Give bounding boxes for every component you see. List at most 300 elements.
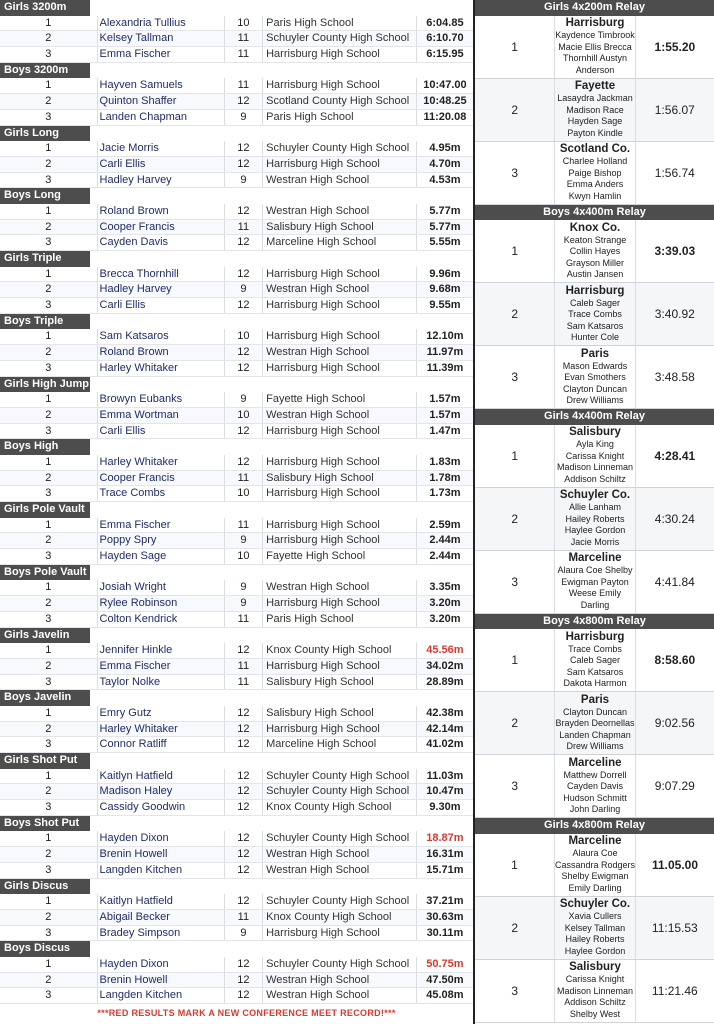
result-row xyxy=(0,894,473,910)
mark: 34.02m xyxy=(416,659,473,674)
event-title: Boys Triple Jump xyxy=(0,314,90,330)
grade: 12 xyxy=(224,141,262,156)
team-member: Matthew Dorrell xyxy=(563,769,627,780)
result-row xyxy=(0,110,473,126)
mark: 11.39m xyxy=(416,361,473,376)
school: Paris High School xyxy=(262,612,416,627)
team-member: Drew Williams xyxy=(566,741,624,752)
place: 2 xyxy=(45,848,52,861)
place: 3 xyxy=(45,989,52,1002)
team-member: Grayson Miller xyxy=(565,257,624,268)
mark: 3.35m xyxy=(416,580,473,595)
school: Knox County High School xyxy=(262,910,416,925)
place: 2 xyxy=(45,283,52,296)
relay-title: Girls 4x800m Relay xyxy=(475,818,714,834)
grade: 11 xyxy=(224,78,262,93)
relay-row xyxy=(475,142,714,205)
team-name: Schuyler Co. xyxy=(559,898,631,911)
relay-team xyxy=(554,488,635,550)
team-member: Charlee Holland xyxy=(562,156,628,167)
event-results xyxy=(0,831,473,878)
place: 2 xyxy=(45,95,52,108)
team-name: Salisbury xyxy=(569,961,621,974)
school: Westran High School xyxy=(262,408,416,423)
athlete-name: Quinton Shaffer xyxy=(97,94,224,109)
school: Salisbury High School xyxy=(262,471,416,486)
grade: 12 xyxy=(224,94,262,109)
team-member: Kaydence Timbrook xyxy=(555,30,635,41)
grade: 12 xyxy=(224,769,262,784)
relay-time: 1:55.20 xyxy=(654,39,696,54)
result-row xyxy=(0,361,473,377)
athlete-name: Rylee Robinson xyxy=(97,596,224,611)
grade: 12 xyxy=(224,784,262,799)
school: Schuyler County High School xyxy=(262,31,416,46)
team-member: Landen Chapman xyxy=(559,729,631,740)
event-results xyxy=(0,706,473,753)
relay-results xyxy=(475,220,714,409)
grade: 12 xyxy=(224,800,262,815)
event-results xyxy=(0,455,473,502)
team-member: Caleb Sager xyxy=(569,655,621,666)
grade: 12 xyxy=(224,863,262,878)
relay-team xyxy=(554,629,635,691)
place: 2 xyxy=(45,220,52,233)
team-member: Caleb Sager xyxy=(569,297,621,308)
athlete-name: Hayven Samuels xyxy=(97,78,224,93)
team-member: Ewigman Payton xyxy=(561,576,629,587)
team-member: Clayton Duncan xyxy=(562,706,628,717)
result-row xyxy=(0,957,473,973)
result-row xyxy=(0,141,473,157)
place: 1 xyxy=(45,644,52,657)
mark: 6:15.95 xyxy=(416,47,473,62)
event-results xyxy=(0,769,473,816)
athlete-name: Hadley Harvey xyxy=(97,173,224,188)
place: 3 xyxy=(45,926,52,939)
school: Westran High School xyxy=(262,204,416,219)
school: Scotland County High School xyxy=(262,94,416,109)
relay-team xyxy=(554,79,635,141)
grade: 12 xyxy=(224,973,262,988)
athlete-name: Emma Fischer xyxy=(97,659,224,674)
mark: 30.11m xyxy=(416,926,473,941)
result-row xyxy=(0,926,473,942)
event-results xyxy=(0,329,473,376)
event-title: Girls Discus xyxy=(0,879,90,895)
mark: 5.55m xyxy=(416,235,473,250)
place: 2 xyxy=(45,32,52,45)
grade: 9 xyxy=(224,580,262,595)
team-member: Lasaydra Jackman xyxy=(557,93,633,104)
grade: 10 xyxy=(224,329,262,344)
place: 1 xyxy=(45,769,52,782)
grade: 12 xyxy=(224,235,262,250)
result-row xyxy=(0,298,473,314)
event-title: Boys 3200m Run xyxy=(0,63,90,79)
school: Marceline High School xyxy=(262,737,416,752)
result-row xyxy=(0,580,473,596)
athlete-name: Poppy Spry xyxy=(97,533,224,548)
place: 1 xyxy=(45,393,52,406)
team-member: Kelsey Tallman xyxy=(564,922,626,933)
athlete-name: Cassidy Goodwin xyxy=(97,800,224,815)
relay-place: 1 xyxy=(511,448,518,463)
team-member: Hailey Roberts xyxy=(565,513,625,524)
result-row xyxy=(0,988,473,1004)
athlete-name: Carli Ellis xyxy=(97,424,224,439)
result-row xyxy=(0,392,473,408)
athlete-name: Harley Whitaker xyxy=(97,361,224,376)
mark: 6:04.85 xyxy=(416,16,473,31)
relay-team xyxy=(554,142,635,204)
event-results xyxy=(0,267,473,314)
athlete-name: Alexandria Tullius xyxy=(97,16,224,31)
team-name: Marceline xyxy=(568,835,622,848)
mark: 37.21m xyxy=(416,894,473,909)
athlete-name: Cooper Francis xyxy=(97,471,224,486)
school: Fayette High School xyxy=(262,549,416,564)
result-row xyxy=(0,769,473,785)
grade: 11 xyxy=(224,659,262,674)
grade: 9 xyxy=(224,282,262,297)
place: 3 xyxy=(45,299,52,312)
relay-place: 3 xyxy=(511,370,518,385)
result-row xyxy=(0,235,473,251)
grade: 11 xyxy=(224,910,262,925)
relay-row xyxy=(475,425,714,488)
event-title: Girls Triple Jump xyxy=(0,251,90,267)
place: 2 xyxy=(45,659,52,672)
athlete-name: Abigail Becker xyxy=(97,910,224,925)
result-row xyxy=(0,800,473,816)
relay-time: 3:40.92 xyxy=(654,307,695,322)
team-name: Marceline xyxy=(568,756,622,769)
athlete-name: Colton Kendrick xyxy=(97,612,224,627)
team-member: Sam Katsaros xyxy=(566,666,624,677)
athlete-name: Jacie Morris xyxy=(97,141,224,156)
place: 2 xyxy=(45,973,52,986)
relay-place: 2 xyxy=(511,307,518,322)
mark: 16.31m xyxy=(416,847,473,862)
team-member: Hayden Sage xyxy=(567,116,623,127)
event-title: Boys High Jump xyxy=(0,439,90,455)
relay-row xyxy=(475,834,714,897)
event-section xyxy=(0,690,473,753)
school: Harrisburg High School xyxy=(262,518,416,533)
result-row xyxy=(0,16,473,32)
place: 3 xyxy=(45,863,52,876)
team-member: Kwyn Hamlin xyxy=(568,190,622,201)
grade: 11 xyxy=(224,47,262,62)
relay-time: 1:56.07 xyxy=(654,102,695,117)
team-member: Emma Anders xyxy=(566,179,624,190)
place: 3 xyxy=(45,550,52,563)
grade: 12 xyxy=(224,737,262,752)
school: Knox County High School xyxy=(262,643,416,658)
team-member: Trace Combs xyxy=(568,643,622,654)
team-name: Schuyler Co. xyxy=(559,489,631,502)
athlete-name: Josiah Wright xyxy=(97,580,224,595)
grade: 12 xyxy=(224,424,262,439)
place: 1 xyxy=(45,16,52,29)
result-row xyxy=(0,157,473,173)
grade: 12 xyxy=(224,361,262,376)
mark: 3.20m xyxy=(416,596,473,611)
mark: 3.20m xyxy=(416,612,473,627)
school: Harrisburg High School xyxy=(262,926,416,941)
grade: 9 xyxy=(224,110,262,125)
team-member: Austin Jansen xyxy=(566,269,624,280)
result-row xyxy=(0,659,473,675)
athlete-name: Langden Kitchen xyxy=(97,863,224,878)
grade: 9 xyxy=(224,596,262,611)
team-member: Weese Emily xyxy=(568,588,622,599)
result-row xyxy=(0,973,473,989)
relay-place: 3 xyxy=(511,779,518,794)
result-row xyxy=(0,612,473,628)
grade: 10 xyxy=(224,486,262,501)
athlete-name: Trace Combs xyxy=(97,486,224,501)
result-row xyxy=(0,47,473,63)
relay-team xyxy=(554,425,635,487)
team-member: Payton Kindle xyxy=(567,127,623,138)
athlete-name: Hayden Sage xyxy=(97,549,224,564)
relay-row xyxy=(475,79,714,142)
athlete-name: Cooper Francis xyxy=(97,220,224,235)
athlete-name: Taylor Nolke xyxy=(97,675,224,690)
relay-time: 4:41.84 xyxy=(654,574,695,589)
event-section xyxy=(0,879,473,942)
school: Schuyler County High School xyxy=(262,957,416,972)
team-member: Hailey Roberts xyxy=(565,934,625,945)
team-member: Addison Schiltz xyxy=(564,473,626,484)
team-member: Madison Linneman xyxy=(556,985,634,996)
event-title: Boys Long Jump xyxy=(0,188,90,204)
result-row xyxy=(0,282,473,298)
grade: 12 xyxy=(224,267,262,282)
place: 2 xyxy=(45,910,52,923)
grade: 12 xyxy=(224,298,262,313)
athlete-name: Brecca Thornhill xyxy=(97,267,224,282)
grade: 12 xyxy=(224,894,262,909)
place: 2 xyxy=(45,722,52,735)
event-section xyxy=(0,753,473,816)
record-note: ***RED RESULTS MARK A NEW CONFERENCE MEET RECORD!*** xyxy=(97,1008,396,1018)
team-member: Jacie Morris xyxy=(570,536,620,547)
athlete-name: Kaitlyn Hatfield xyxy=(97,894,224,909)
grade: 12 xyxy=(224,706,262,721)
athlete-name: Roland Brown xyxy=(97,345,224,360)
event-title: Girls Shot Put xyxy=(0,753,90,769)
team-member: Keaton Strange xyxy=(563,234,627,245)
relay-time: 11:21.46 xyxy=(651,983,698,998)
mark: 41.02m xyxy=(416,737,473,752)
athlete-name: Hadley Harvey xyxy=(97,282,224,297)
relay-place: 3 xyxy=(511,983,518,998)
athlete-name: Hayden Dixon xyxy=(97,957,224,972)
result-row xyxy=(0,863,473,879)
event-section xyxy=(0,188,473,251)
school: Paris High School xyxy=(262,16,416,31)
school: Salisbury High School xyxy=(262,220,416,235)
mark: 4.70m xyxy=(416,157,473,172)
mark: 9.30m xyxy=(416,800,473,815)
event-results xyxy=(0,141,473,188)
mark: 2.44m xyxy=(416,549,473,564)
team-name: Scotland Co. xyxy=(559,143,631,156)
school: Harrisburg High School xyxy=(262,722,416,737)
result-row xyxy=(0,549,473,565)
result-row xyxy=(0,408,473,424)
mark: 47.50m xyxy=(416,973,473,988)
school: Knox County High School xyxy=(262,800,416,815)
place: 1 xyxy=(45,142,52,155)
place: 1 xyxy=(45,895,52,908)
relay-team xyxy=(554,755,635,817)
relay-title: Boys 4x800m Relay xyxy=(475,614,714,630)
relay-team xyxy=(554,897,635,959)
mark: 11:20.08 xyxy=(416,110,473,125)
school: Westran High School xyxy=(262,173,416,188)
mark: 10:47.00 xyxy=(416,78,473,93)
athlete-name: Carli Ellis xyxy=(97,157,224,172)
school: Salisbury High School xyxy=(262,706,416,721)
grade: 11 xyxy=(224,612,262,627)
event-results xyxy=(0,957,473,1004)
athlete-name: Emma Fischer xyxy=(97,518,224,533)
mark: 9.68m xyxy=(416,282,473,297)
team-member: Addison Schiltz xyxy=(564,997,626,1008)
result-row xyxy=(0,471,473,487)
result-row xyxy=(0,78,473,94)
relay-time: 11:15.53 xyxy=(651,920,698,935)
school: Paris High School xyxy=(262,110,416,125)
relay-time: 3:48.58 xyxy=(654,370,695,385)
place: 3 xyxy=(45,801,52,814)
grade: 12 xyxy=(224,722,262,737)
team-name: Fayette xyxy=(574,80,616,93)
relay-team xyxy=(554,16,636,78)
relay-team xyxy=(554,283,635,345)
event-section xyxy=(0,63,473,126)
relay-row xyxy=(475,346,714,409)
school: Harrisburg High School xyxy=(262,486,416,501)
relay-row xyxy=(475,960,714,1023)
team-member: Collin Hayes xyxy=(569,246,621,257)
result-row xyxy=(0,847,473,863)
school: Harrisburg High School xyxy=(262,329,416,344)
relay-place: 1 xyxy=(511,39,518,54)
athlete-name: Browyn Eubanks xyxy=(97,392,224,407)
grade: 11 xyxy=(224,220,262,235)
school: Schuyler County High School xyxy=(262,769,416,784)
grade: 12 xyxy=(224,455,262,470)
place: 2 xyxy=(45,597,52,610)
event-section xyxy=(0,565,473,628)
team-name: Harrisburg xyxy=(565,630,625,643)
athlete-name: Sam Katsaros xyxy=(97,329,224,344)
school: Salisbury High School xyxy=(262,675,416,690)
athlete-name: Connor Ratliff xyxy=(97,737,224,752)
team-member: Carissa Knight xyxy=(565,450,625,461)
athlete-name: Brenin Howell xyxy=(97,847,224,862)
event-section xyxy=(0,628,473,691)
event-section xyxy=(0,314,473,377)
school: Westran High School xyxy=(262,282,416,297)
team-member: Clayton Duncan xyxy=(562,383,628,394)
relay-place: 1 xyxy=(511,857,518,872)
event-results xyxy=(0,16,473,63)
school: Harrisburg High School xyxy=(262,533,416,548)
mark: 5.77m xyxy=(416,204,473,219)
team-member: Haylee Gordon xyxy=(564,945,626,956)
athlete-name: Jennifer Hinkle xyxy=(97,643,224,658)
school: Schuyler County High School xyxy=(262,784,416,799)
team-member: Shelby West xyxy=(569,1008,621,1019)
athlete-name: Emry Gutz xyxy=(97,706,224,721)
athlete-name: Harley Whitaker xyxy=(97,455,224,470)
team-member: Dakota Harmon xyxy=(563,678,627,689)
school: Westran High School xyxy=(262,988,416,1003)
athlete-name: Bradey Simpson xyxy=(97,926,224,941)
school: Westran High School xyxy=(262,973,416,988)
event-section xyxy=(0,941,473,1004)
athlete-name: Madison Haley xyxy=(97,784,224,799)
result-row xyxy=(0,220,473,236)
grade: 10 xyxy=(224,408,262,423)
school: Schuyler County High School xyxy=(262,894,416,909)
team-member: Cassandra Rodgers xyxy=(554,859,636,870)
grade: 12 xyxy=(224,204,262,219)
grade: 9 xyxy=(224,533,262,548)
mark: 4.53m xyxy=(416,173,473,188)
relay-team xyxy=(554,960,635,1022)
place: 2 xyxy=(45,785,52,798)
event-results xyxy=(0,643,473,690)
mark: 10.47m xyxy=(416,784,473,799)
mark: 1.57m xyxy=(416,408,473,423)
result-row xyxy=(0,267,473,283)
relay-row xyxy=(475,551,714,614)
event-title: Boys Discus xyxy=(0,941,90,957)
team-member: Thornhill Austyn xyxy=(562,53,628,64)
place: 3 xyxy=(45,48,52,61)
event-results xyxy=(0,894,473,941)
relay-results xyxy=(475,425,714,614)
relay-row xyxy=(475,283,714,346)
mark: 30.63m xyxy=(416,910,473,925)
school: Harrisburg High School xyxy=(262,455,416,470)
mark: 42.38m xyxy=(416,706,473,721)
relay-time: 9:02.56 xyxy=(654,716,695,731)
place: 3 xyxy=(45,361,52,374)
mark: 45.08m xyxy=(416,988,473,1003)
relay-team xyxy=(554,220,635,282)
grade: 10 xyxy=(224,549,262,564)
team-member: Haylee Gordon xyxy=(564,525,626,536)
relay-section xyxy=(475,0,714,205)
place: 2 xyxy=(45,346,52,359)
relay-section xyxy=(475,614,714,819)
team-name: Harrisburg xyxy=(565,284,625,297)
team-member: Trace Combs xyxy=(568,309,622,320)
relay-team xyxy=(554,692,635,754)
result-row xyxy=(0,737,473,753)
relay-time: 4:28.41 xyxy=(654,448,696,463)
place: 3 xyxy=(45,424,52,437)
result-row xyxy=(0,831,473,847)
